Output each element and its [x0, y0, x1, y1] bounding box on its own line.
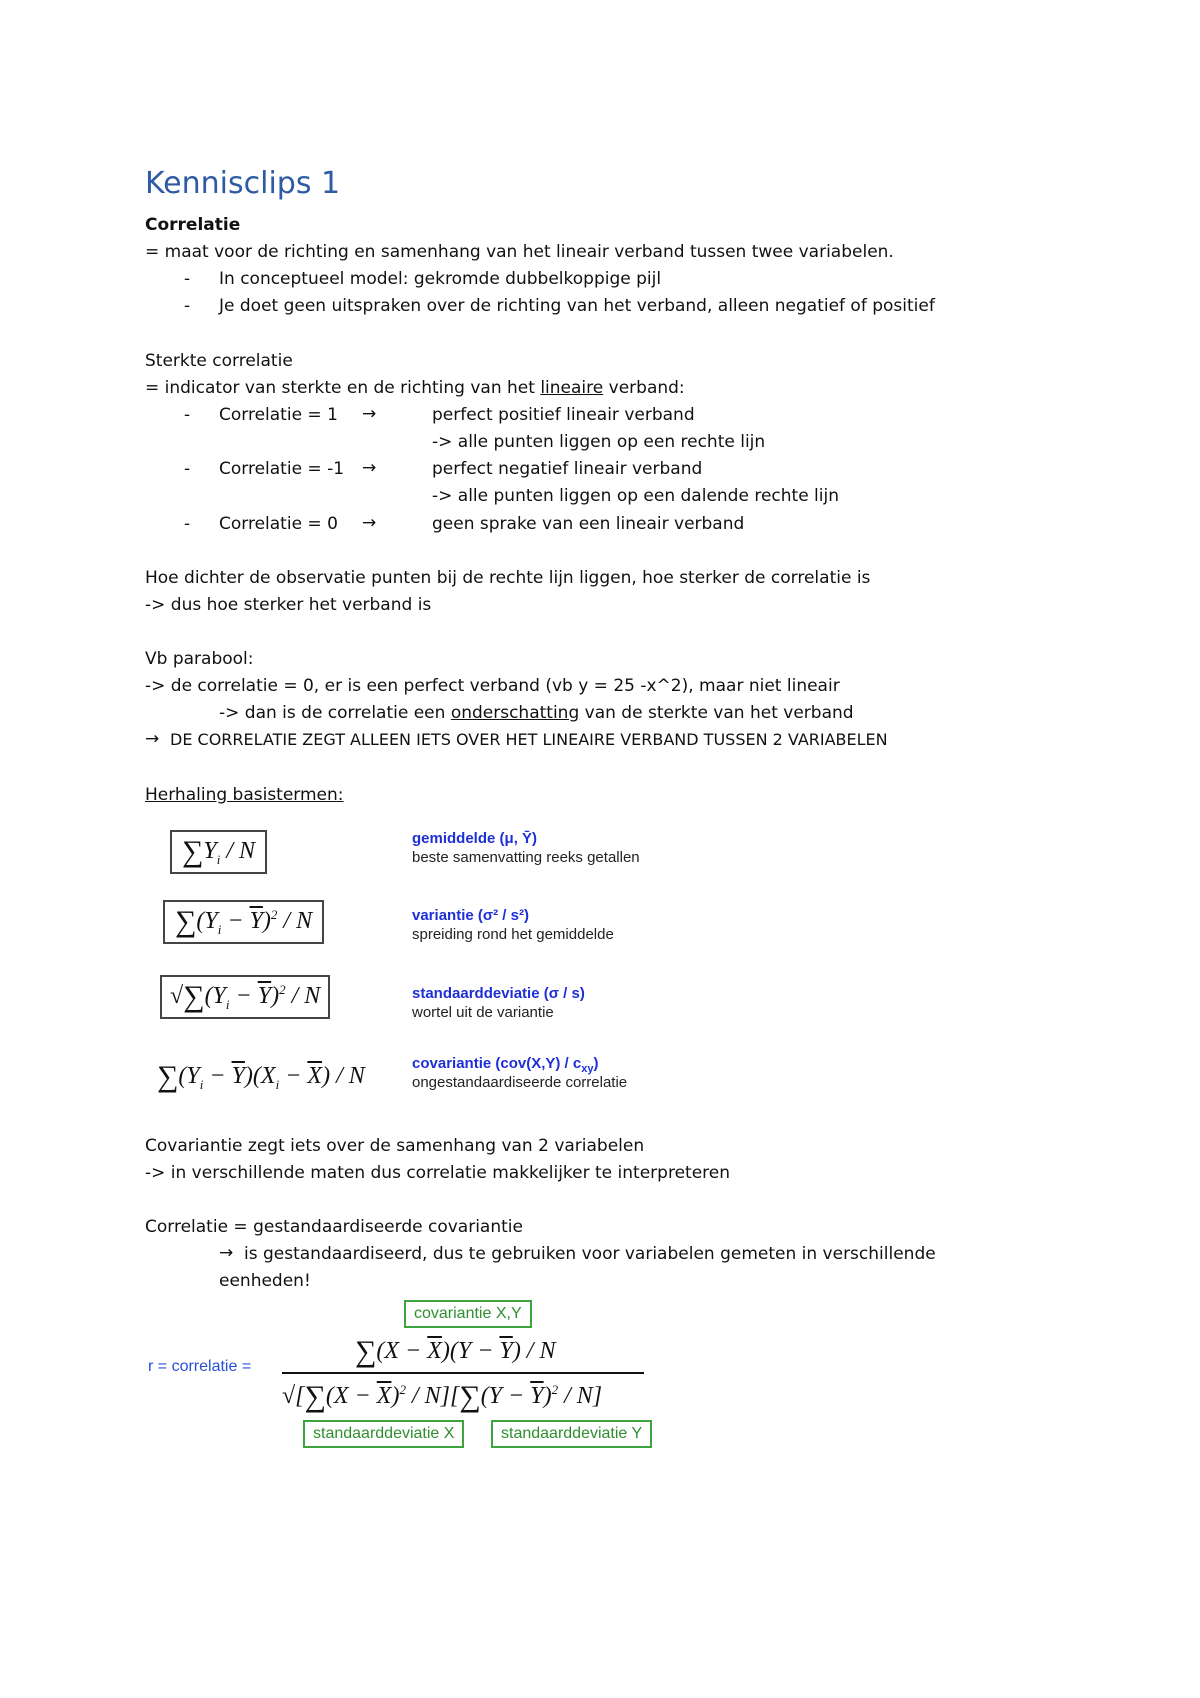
observation-text: Hoe dichter de observatie punten bij de rechte lijn liggen, hoe sterker de correlatie is: [145, 568, 871, 588]
parabool-line-2: -> dan is de correlatie een onderschatting van de sterkte van het verband: [219, 703, 854, 723]
heading-correlatie: Correlatie: [145, 215, 241, 235]
formula-covariance: $\sum(Y_i - \overline{Y})(X_i - \overline{X}) / N$: [157, 1060, 365, 1093]
parabool-line-1: -> de correlatie = 0, er is een perfect verband (vb y = 25 -x^2), maar niet lineair: [145, 676, 840, 696]
term-description: ongestandaardiseerde correlatie: [412, 1074, 628, 1091]
term-description: wortel uit de variantie: [412, 1004, 554, 1021]
sterkte-definition: = indicator van sterkte en de richting van het lineaire verband:: [145, 378, 685, 398]
bullet-item: In conceptueel model: gekromde dubbelkoppige pijl: [219, 269, 662, 289]
right-arrow-icon: →: [362, 404, 377, 424]
bullet-dash: -: [184, 405, 191, 425]
heading-gestandaardiseerd: Correlatie = gestandaardiseerde covariantie: [145, 1217, 523, 1237]
bullet-dash: -: [184, 514, 191, 534]
term-name: variantie (σ² / s²): [412, 907, 529, 924]
term-name: gemiddelde (μ, Ȳ): [412, 830, 538, 847]
heading-sterkte: Sterkte correlatie: [145, 351, 293, 371]
covariance-text-2: -> in verschillende maten dus correlatie makkelijker te interpreteren: [145, 1163, 730, 1183]
label-stddev-x: standaarddeviatie X: [303, 1420, 464, 1448]
correlation-result: perfect negatief lineair verband: [432, 459, 703, 479]
conclusion-text: DE CORRELATIE ZEGT ALLEEN IETS OVER HET LINEAIRE VERBAND TUSSEN 2 VARIABELEN: [170, 730, 888, 749]
bullet-item: Je doet geen uitspraken over de richting van het verband, alleen negatief of positief: [219, 296, 935, 316]
correlation-label: Correlatie = 1: [219, 405, 338, 425]
bullet-dash: -: [184, 296, 191, 316]
formula-stddev: $√\sum(Y_i - \overline{Y})^2 / N$: [160, 975, 330, 1019]
term-name: standaarddeviatie (σ / s): [412, 985, 585, 1002]
term-description: beste samenvatting reeks getallen: [412, 849, 640, 866]
standardized-text-2: eenheden!: [219, 1271, 311, 1291]
correlation-result: geen sprake van een lineair verband: [432, 514, 745, 534]
fraction-line: [282, 1372, 644, 1374]
bullet-dash: -: [184, 459, 191, 479]
correlation-note: -> alle punten liggen op een dalende rechte lijn: [432, 486, 839, 506]
label-covariance-xy: covariantie X,Y: [404, 1300, 532, 1328]
heading-basistermen: Herhaling basistermen:: [145, 785, 344, 805]
formula-denominator: $√[\sum(X - \overline{X})^2 / N][\sum(Y - \overline{Y})^2 / N]$: [282, 1380, 603, 1413]
bullet-dash: -: [184, 269, 191, 289]
formula-numerator: $\sum(X - \overline{X})(Y - \overline{Y}) / N$: [355, 1335, 556, 1368]
correlation-label: Correlatie = -1: [219, 459, 345, 479]
standardized-text: is gestandaardiseerd, dus te gebruiken voor variabelen gemeten in verschillende: [244, 1244, 936, 1264]
heading-parabool: Vb parabool:: [145, 649, 254, 669]
page-title: Kennisclips 1: [145, 166, 341, 201]
correlation-result: perfect positief lineair verband: [432, 405, 695, 425]
right-arrow-icon: →: [145, 729, 160, 749]
term-description: spreiding rond het gemiddelde: [412, 926, 614, 943]
observation-text-2: -> dus hoe sterker het verband is: [145, 595, 432, 615]
right-arrow-icon: →: [219, 1243, 234, 1263]
covariance-text: Covariantie zegt iets over de samenhang van 2 variabelen: [145, 1136, 645, 1156]
right-arrow-icon: →: [362, 458, 377, 478]
right-arrow-icon: →: [362, 513, 377, 533]
label-stddev-y: standaarddeviatie Y: [491, 1420, 652, 1448]
formula-mean: $\sum Y_i$ / N: [170, 830, 267, 874]
correlatie-definition: = maat voor de richting en samenhang van het lineair verband tussen twee variabelen.: [145, 242, 894, 262]
correlation-note: -> alle punten liggen op een rechte lijn: [432, 432, 766, 452]
correlation-label: Correlatie = 0: [219, 514, 338, 534]
term-name: covariantie $(cov(X,Y) / c_{xy})$: [412, 1055, 599, 1075]
formula-label: r = correlatie =: [148, 1358, 252, 1375]
formula-variance: $\sum(Y_i - \overline{Y})^2 / N$: [163, 900, 324, 944]
